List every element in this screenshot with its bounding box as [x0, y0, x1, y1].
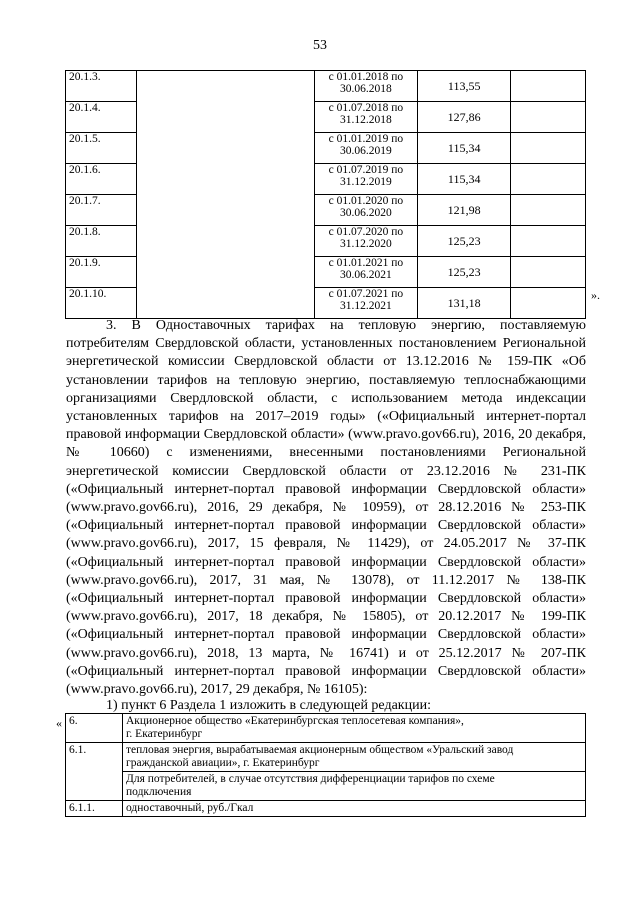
row-number: 20.1.7. [66, 195, 137, 226]
tariff-table [65, 70, 586, 319]
row-number: 20.1.5. [66, 133, 137, 164]
row-text: одноставочный, руб./Гкал [123, 801, 586, 817]
point-1: 1) пункт 6 Раздела 1 изложить в следующей редакции: [106, 698, 431, 713]
table-row [66, 743, 586, 772]
empty-cell [511, 71, 586, 102]
row-number: 20.1.9. [66, 257, 137, 288]
row-text [123, 743, 586, 772]
period-start: с 01.01.2019 по [328, 133, 404, 145]
tariff-value: 113,55 [418, 71, 511, 102]
period-start: с 01.01.2021 по [328, 257, 404, 269]
empty-cell [511, 226, 586, 257]
period-end: 30.06.2021 [340, 269, 392, 281]
paragraph-3: 3. В Одноставочных тарифах на тепловую энергию, поставляемую потребителям Свердловской области, установленных постановлением Региональной энергетической комиссии Свердловской области от 13.12.2016 № 159-ПК «Об установлении тарифов на тепловую энергию, поставляемую теплоснабжающими организациями Свердловской области, с использованием метода индексации установленных тарифов на 2017–2019 годы» («Официальный интернет-портал правовой информации Свердловской области» (www.pravo.gov66.ru), 2016, 20 декабря, № 10660) с изменениями, внесенными постановлениями Региональной энергетической комиссии Свердловской области от 23.12.2016 № 231-ПК («Официальный интернет-портал правовой информации Свердловской области» (www.pravo.gov66.ru), 2016, 29 декабря, № 10959), от 28.12.2016 № 253-ПК («Официальный интернет-портал правовой информации Свердловской области» (www.pravo.gov66.ru), 2017, 15 февраля, № 11429), от 24.05.2017 № 37-ПК («Официальный интернет-портал правовой информации Свердловской области» (www.pravo.gov66.ru), 2017, 31 мая, № 13078), от 11.12.2017 № 138-ПК («Официальный интернет-портал правовой информации Свердловской области» (www.pravo.gov66.ru), 2017, 18 декабря, № 15805), от 20.12.2017 № 199-ПК («Официальный интернет-портал правовой информации Свердловской области» (www.pravo.gov66.ru), 2018, 13 марта, № 16741) и от 25.12.2017 № 207-ПК («Официальный интернет-портал правовой информации Свердловской области» (www.pravo.gov66.ru), 2017, 29 декабря, № 16105): [66, 318, 586, 698]
period-start: с 01.07.2020 по [328, 226, 404, 238]
empty-cell [511, 195, 586, 226]
row-number: 20.1.10. [66, 288, 137, 319]
row-number: 6.1. [66, 743, 123, 801]
period-cell [314, 195, 417, 226]
table-row [66, 714, 586, 743]
row-text [123, 772, 586, 801]
empty-cell [511, 164, 586, 195]
period-end: 30.06.2019 [340, 145, 392, 157]
tariff-value: 127,86 [418, 102, 511, 133]
row-text-line-1: Акционерное общество «Екатеринбургская теплосетевая компания», [126, 715, 464, 727]
tariff-value: 125,23 [418, 226, 511, 257]
row-text-line-2: гражданской авиации», г. Екатеринбург [126, 757, 320, 769]
row-number: 20.1.3. [66, 71, 137, 102]
table-row [66, 772, 586, 801]
empty-cell [511, 288, 586, 319]
period-cell [314, 133, 417, 164]
tariff-value: 115,34 [418, 164, 511, 195]
period-cell [314, 71, 417, 102]
row-text-line-1: тепловая энергия, вырабатываемая акционерным обществом «Уральский завод [126, 744, 514, 756]
organization-table [65, 713, 586, 817]
period-cell [314, 288, 417, 319]
row-number: 20.1.4. [66, 102, 137, 133]
page-number: 53 [313, 38, 327, 53]
row-text-line-2: подключения [126, 786, 192, 798]
period-end: 30.06.2018 [340, 83, 392, 95]
row-text [123, 714, 586, 743]
period-start: с 01.01.2018 по [328, 71, 404, 83]
closing-quote-mark: ». [591, 288, 600, 302]
document-body [66, 317, 586, 699]
row-number: 6.1.1. [66, 801, 123, 817]
period-end: 31.12.2020 [340, 238, 392, 250]
empty-cell [511, 133, 586, 164]
period-cell [314, 164, 417, 195]
period-end: 30.06.2020 [340, 207, 392, 219]
period-start: с 01.01.2020 по [328, 195, 404, 207]
period-end: 31.12.2019 [340, 176, 392, 188]
empty-cell [511, 257, 586, 288]
period-cell [314, 257, 417, 288]
period-start: с 01.07.2018 по [328, 102, 404, 114]
empty-cell [511, 102, 586, 133]
row-number: 20.1.6. [66, 164, 137, 195]
period-end: 31.12.2021 [340, 300, 392, 312]
tariff-value: 115,34 [418, 133, 511, 164]
period-start: с 01.07.2019 по [328, 164, 404, 176]
tariff-value: 131,18 [418, 288, 511, 319]
opening-quote-mark: « [56, 716, 62, 730]
row-text-line-2: г. Екатеринбург [126, 728, 203, 740]
table-row [66, 71, 586, 102]
row-text-line-1: Для потребителей, в случае отсутствия дифференциации тарифов по схеме [126, 773, 495, 785]
row-number: 6. [66, 714, 123, 743]
tariff-value: 125,23 [418, 257, 511, 288]
row-number: 20.1.8. [66, 226, 137, 257]
period-cell [314, 102, 417, 133]
tariff-value: 121,98 [418, 195, 511, 226]
table-row [66, 801, 586, 817]
period-cell [314, 226, 417, 257]
merged-empty-cell [136, 71, 314, 319]
period-end: 31.12.2018 [340, 114, 392, 126]
period-start: с 01.07.2021 по [328, 288, 404, 300]
